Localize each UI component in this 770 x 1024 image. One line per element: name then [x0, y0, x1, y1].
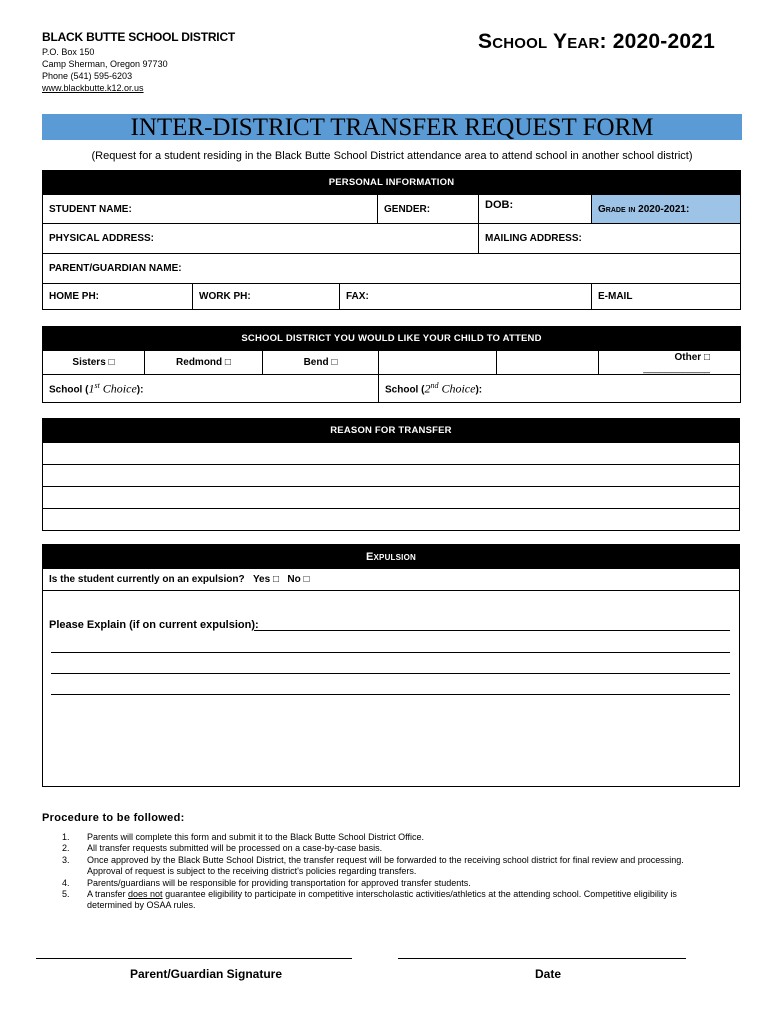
student-name-field[interactable] — [43, 195, 378, 224]
district-option-label: Sisters — [72, 357, 106, 368]
explain-underline[interactable] — [254, 630, 730, 631]
date-line[interactable] — [398, 958, 686, 959]
item-number: 3. — [62, 854, 70, 865]
parent-name-label: PARENT/GUARDIAN NAME: — [49, 263, 182, 274]
district-option-label: Other — [674, 351, 702, 363]
second-choice-field[interactable] — [379, 375, 741, 403]
fax-label: FAX: — [346, 291, 369, 302]
mailing-address-label: MAILING ADDRESS: — [485, 233, 582, 244]
reason-line[interactable] — [43, 465, 740, 487]
district-table — [42, 326, 741, 403]
item-number: 5. — [62, 889, 70, 900]
district-option-label: Bend — [303, 357, 329, 368]
address-line: Camp Sherman, Oregon 97730 — [42, 59, 168, 69]
item-text-underlined: does not — [128, 889, 163, 900]
school-year-value: 2020-2021 — [612, 30, 715, 53]
reason-header: REASON FOR TRANSFER — [43, 419, 740, 443]
explain-label: Please Explain (if on current expulsion): — [49, 619, 259, 631]
expulsion-question — [43, 569, 740, 591]
personal-info-table — [42, 170, 741, 310]
yes-checkbox-icon[interactable]: □ — [272, 574, 280, 585]
gender-field[interactable] — [378, 195, 479, 224]
item-text: Once approved by the Black Butte School District, the transfer request will be forwarded to the receiving school district for final review and processing. Approval of request is subject to the receiving district's policies regarding transfers. — [87, 854, 684, 877]
district-option-label: Redmond — [176, 357, 223, 368]
procedure-item — [62, 878, 712, 889]
parent-signature-line[interactable] — [36, 958, 352, 959]
no-checkbox-icon[interactable]: □ — [303, 574, 310, 585]
choice-word: Choice — [438, 381, 476, 396]
dob-label: DOB: — [485, 199, 514, 211]
student-name-label: STUDENT NAME: — [49, 203, 132, 215]
physical-address-field[interactable] — [43, 224, 479, 254]
checkbox-icon[interactable]: □ — [331, 357, 338, 368]
expulsion-question-text: Is the student currently on an expulsion? — [49, 574, 245, 585]
other-blank: ____________ — [643, 362, 710, 374]
district-option-bend[interactable] — [263, 351, 379, 375]
checkbox-icon[interactable]: □ — [703, 351, 710, 363]
website-link[interactable]: www.blackbutte.k12.or.us — [42, 83, 144, 93]
form-subtitle: (Request for a student residing in the Black Butte School District attendance area to attend school in another school district) — [91, 150, 693, 162]
item-text-part: A transfer — [87, 889, 129, 900]
explain-underline[interactable] — [51, 652, 730, 653]
choice-word: Choice — [99, 381, 137, 396]
first-choice-field[interactable] — [43, 375, 379, 403]
item-text-part: guarantee eligibility to participate in competitive interscholastic activities/athletics at the attending school. Competitive eligibility is determined by OSAA rules. — [87, 889, 677, 911]
parent-signature-label: Parent/Guardian Signature — [129, 967, 283, 981]
item-text: Parents/guardians will be responsible for providing transportation for approved transfer students. — [87, 877, 471, 888]
procedure-item — [62, 832, 712, 843]
district-blank-cell[interactable] — [379, 351, 497, 375]
expulsion-header: Expulsion — [43, 545, 740, 569]
explain-underline[interactable] — [51, 694, 730, 695]
procedure-list — [62, 832, 712, 912]
home-phone-label: HOME PH: — [49, 291, 99, 302]
gender-label: GENDER: — [384, 203, 431, 215]
explain-underline[interactable] — [51, 673, 730, 674]
expulsion-explain-area[interactable] — [43, 591, 740, 787]
dob-field[interactable] — [479, 195, 592, 224]
parent-name-field[interactable] — [43, 254, 741, 284]
item-number: 4. — [62, 877, 70, 888]
item-text — [87, 889, 712, 912]
first-choice-num: 1 — [88, 381, 95, 396]
form-title: INTER-DISTRICT TRANSFER REQUEST FORM — [42, 114, 742, 140]
close-paren: ): — [136, 384, 144, 396]
phone-line: Phone (541) 595-6203 — [42, 71, 133, 81]
grade-label: Grade in 2020-2021: — [598, 203, 690, 215]
school-label: School ( — [49, 384, 89, 396]
school-year — [478, 30, 715, 54]
item-number: 1. — [62, 832, 70, 842]
date-label: Date — [534, 967, 561, 981]
second-choice-sup: nd — [430, 380, 439, 390]
district-blank-cell[interactable] — [497, 351, 599, 375]
district-option-redmond[interactable] — [145, 351, 263, 375]
mailing-address-field[interactable] — [479, 224, 741, 254]
yes-label: Yes — [252, 574, 271, 585]
district-name: BLACK BUTTE SCHOOL DISTRICT — [42, 30, 236, 44]
checkbox-icon[interactable]: □ — [108, 357, 115, 368]
checkbox-icon[interactable]: □ — [224, 357, 231, 368]
reason-line[interactable] — [43, 487, 740, 509]
district-option-sisters[interactable] — [43, 351, 145, 375]
work-phone-label: WORK PH: — [199, 291, 251, 302]
expulsion-table — [42, 544, 740, 787]
address-line: P.O. Box 150 — [42, 47, 95, 57]
district-header: SCHOOL DISTRICT YOU WOULD LIKE YOUR CHILD TO ATTEND — [43, 327, 741, 351]
reason-table — [42, 418, 740, 531]
school-label: School ( — [385, 384, 425, 396]
second-choice-num: 2 — [424, 381, 431, 396]
procedure-item — [62, 855, 712, 878]
close-paren: ): — [475, 384, 483, 396]
email-field[interactable] — [592, 284, 741, 310]
work-phone-field[interactable] — [193, 284, 340, 310]
procedure-item — [62, 889, 712, 912]
procedure-title: Procedure to be followed: — [42, 812, 185, 824]
item-text: All transfer requests submitted will be processed on a case-by-case basis. — [87, 843, 383, 854]
first-choice-sup: st — [94, 380, 100, 390]
reason-line[interactable] — [43, 443, 740, 465]
item-number: 2. — [62, 843, 70, 854]
physical-address-label: PHYSICAL ADDRESS: — [49, 233, 155, 244]
item-text: Parents will complete this form and submit it to the Black Butte School District Office. — [87, 832, 424, 842]
email-label: E-MAIL — [598, 291, 633, 302]
reason-line[interactable] — [43, 509, 740, 531]
no-label: No — [287, 574, 301, 585]
grade-field[interactable] — [592, 195, 741, 224]
school-year-label: School Year: — [478, 30, 607, 53]
procedure-item — [62, 843, 712, 854]
fax-field[interactable] — [340, 284, 592, 310]
personal-info-header: PERSONAL INFORMATION — [43, 171, 741, 195]
home-phone-field[interactable] — [43, 284, 193, 310]
district-option-other[interactable] — [599, 351, 741, 375]
